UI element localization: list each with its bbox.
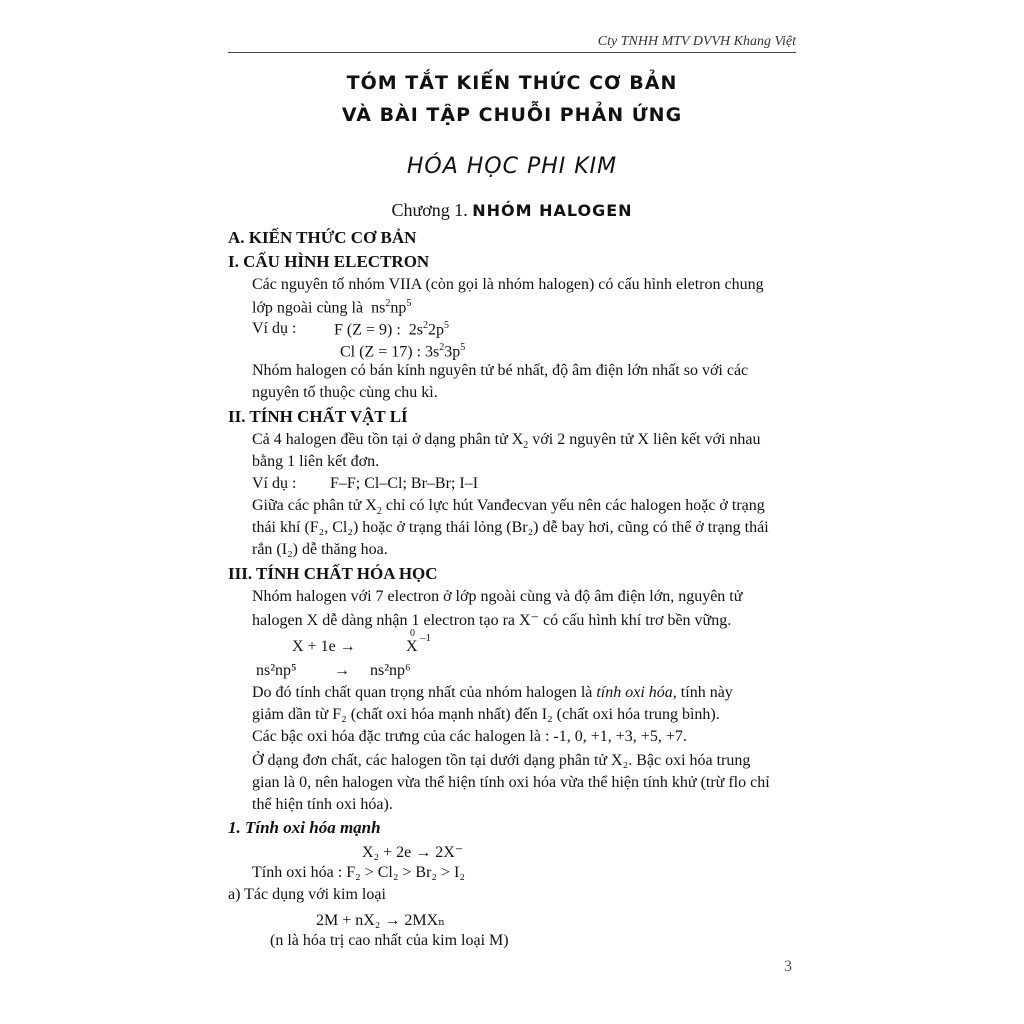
- sec1-p1-line2: lớp ngoài cùng là $ns^2np^5$: [252, 298, 412, 317]
- config-arrow: →: [334, 662, 350, 679]
- chapter-prefix: Chương 1.: [391, 200, 468, 220]
- sec1-p2-line1: Nhóm halogen có bán kính nguyên tử bé nhất, độ âm điện lớn nhất so với các: [252, 362, 749, 379]
- sec1-example-f: F (Z = 9) : $2s^22p^5$: [334, 320, 450, 339]
- sec1-p1-line2-text: lớp ngoài cùng là: [252, 299, 364, 317]
- sec3-p2-em: tính oxi hóa: [596, 684, 673, 701]
- subject-title: HÓA HỌC PHI KIM: [406, 154, 618, 179]
- sec3-p4-line3: thể hiện tính oxi hóa).: [252, 796, 393, 813]
- header-rule: [228, 52, 796, 53]
- sec1-p1-line1: Các nguyên tố nhóm VIIA (còn gọi là nhóm halogen) có cấu hình eletron chung: [252, 276, 764, 293]
- sec2-p2-line3: rắn (I₂) dễ thăng hoa.: [252, 541, 388, 558]
- sec3-p2-a: Do đó tính chất quan trọng nhất của nhóm halogen là: [252, 684, 597, 701]
- publisher-header: Cty TNHH MTV DVVH Khang Việt: [597, 34, 796, 49]
- sec2-p1-a: Cả 4 halogen đều tồn tại ở dạng phân tử X: [252, 431, 524, 448]
- sec2-p2-line1: Giữa các phân tử $X_2$ chỉ có lực hút Vanđecvan yếu nên các halogen hoặc ở trạng: [252, 497, 765, 518]
- sec2-p1-line1: Cả 4 halogen đều tồn tại ở dạng phân tử $X_2$ với 2 nguyên tử X liên kết với nhau: [252, 431, 761, 452]
- sec2-example-bonds: F–F; Cl–Cl; Br–Br; I–I: [330, 475, 479, 492]
- sec2-p1-b: với 2 nguyên tử X liên kết với nhau: [528, 431, 761, 448]
- sec2-p2-a: Giữa các phân tử X: [252, 497, 377, 514]
- chapter-name: NHÓM HALOGEN: [472, 201, 633, 220]
- sec1-example-label: Ví dụ :: [252, 320, 297, 337]
- sec3-p2-line2: giảm dần từ F₂ (chất oxi hóa mạnh nhất) đến I₂ (chất oxi hóa trung bình).: [252, 706, 720, 723]
- sub1-item-a: a) Tác dụng với kim loại: [228, 886, 386, 903]
- config-from: ns²np⁵: [256, 662, 297, 679]
- sec3-eq1-product: X: [406, 638, 418, 655]
- sec2-p1-line2: bằng 1 liên kết đơn.: [252, 453, 380, 470]
- section-2-heading: II. TÍNH CHẤT VẬT LÍ: [228, 407, 408, 426]
- section-3-heading: III. TÍNH CHẤT HÓA HỌC: [228, 564, 438, 583]
- sec2-p2-line2: thái khí (F₂, Cl₂) hoặc ở trạng thái lỏng (Br₂) dễ bay hơi, cũng có thể ở trạng thái: [252, 519, 769, 536]
- section-1-heading: I. CẤU HÌNH ELECTRON: [228, 252, 430, 271]
- example-f-label: F (Z = 9) :: [334, 321, 401, 339]
- sec1-p2-line2: nguyên tố thuộc cùng chu kì.: [252, 384, 438, 401]
- chapter-title: [0, 200, 1024, 221]
- title-line-1: TÓM TẮT KIẾN THỨC CƠ BẢN: [346, 72, 678, 94]
- sec3-p2-b: , tính này: [672, 684, 733, 701]
- title-line-2: VÀ BÀI TẬP CHUỖI PHẢN ỨNG: [341, 104, 683, 126]
- sec3-eq1-ox: –1: [420, 632, 431, 644]
- sec3-eq1: X + 1e →: [292, 638, 356, 655]
- sec3-p4-line2: gian là 0, nên halogen vừa thể hiện tính oxi hóa vừa thể hiện tính khử (trừ flo chỉ: [252, 774, 770, 791]
- sec3-p3: Các bậc oxi hóa đặc trưng của các halogen là : -1, 0, +1, +3, +5, +7.: [252, 728, 687, 745]
- sec2-p2-b: chỉ có lực hút Vanđecvan yếu nên các halogen hoặc ở trạng: [381, 497, 765, 514]
- sub1-eq: X₂ + 2e → 2X⁻: [362, 844, 464, 861]
- sub1-eq2: 2M + nX₂ → 2MXₙ: [316, 912, 446, 929]
- part-a-heading: A. KIẾN THỨC CƠ BẢN: [228, 228, 417, 247]
- example-cl-label: Cl (Z = 17) :: [340, 343, 422, 361]
- sec3-p1-line1: Nhóm halogen với 7 electron ở lớp ngoài cùng và độ âm điện lớn, nguyên tử: [252, 588, 743, 605]
- sec3-p4-line1: Ở dạng đơn chất, các halogen tồn tại dưới dạng phân tử X₂. Bậc oxi hóa trung: [252, 752, 751, 769]
- subsection-1-heading: 1. Tính oxi hóa mạnh: [228, 818, 381, 837]
- config-to: ns²np⁶: [370, 662, 411, 679]
- page-number: 3: [784, 958, 792, 975]
- sec3-p2-line1: [252, 684, 733, 702]
- sec2-example-label: Ví dụ :: [252, 475, 297, 492]
- sub1-note: (n là hóa trị cao nhất của kim loại M): [270, 932, 509, 949]
- sec3-p1-line2: halogen X dễ dàng nhận 1 electron tạo ra X⁻ có cấu hình khí trơ bền vững.: [252, 612, 732, 629]
- sec1-example-cl: Cl (Z = 17) : $3s^23p^5$: [340, 342, 466, 361]
- sub1-order: Tính oxi hóa : F₂ > Cl₂ > Br₂ > I₂: [252, 864, 465, 881]
- sec3-eq1-ox0: 0: [410, 628, 415, 639]
